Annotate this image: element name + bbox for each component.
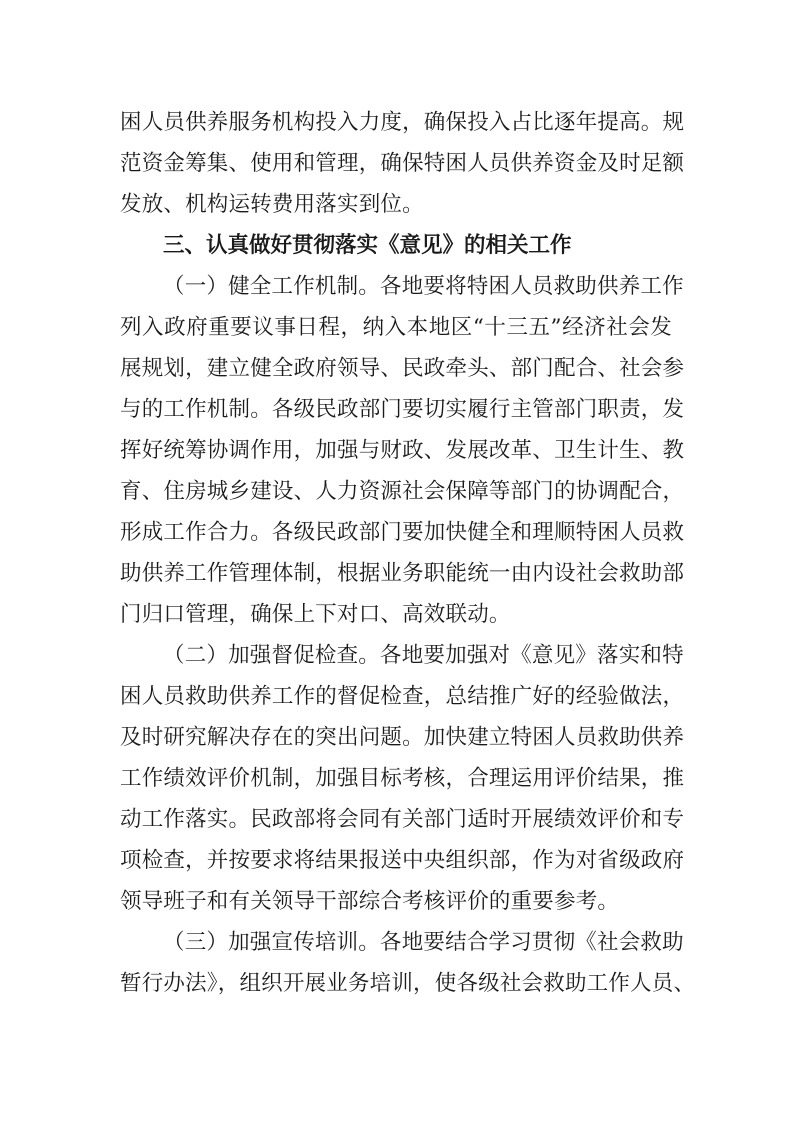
body-text-line: 助供养工作管理体制，根据业务职能统一由内设社会救助部 — [120, 561, 685, 586]
body-text-line: 及时研究解决存在的突出问题。加快建立特困人员救助供养 — [120, 725, 685, 750]
body-text-line: 困人员供养服务机构投入力度，确保投入占比逐年提高。规 — [120, 110, 685, 135]
body-text-line: 展规划，建立健全政府领导、民政牵头、部门配合、社会参 — [120, 356, 685, 381]
section-heading: 三、认真做好贯彻落实《意见》的相关工作 — [163, 233, 572, 258]
paragraph-first-line: （一）健全工作机制。各地要将特困人员救助供养工作 — [163, 274, 684, 299]
body-text-line: 形成工作合力。各级民政部门要加快健全和理顺特困人员救 — [120, 520, 685, 545]
body-text-line: 工作绩效评价机制，加强目标考核，合理运用评价结果，推 — [120, 766, 685, 791]
body-text-line: 领导班子和有关领导干部综合考核评价的重要参考。 — [120, 889, 620, 914]
body-text-line: 与的工作机制。各级民政部门要切实履行主管部门职责，发 — [120, 397, 685, 422]
body-text-line: 困人员救助供养工作的督促检查，总结推广好的经验做法， — [120, 684, 685, 709]
body-text-line: 暂行办法》，组织开展业务培训，使各级社会救助工作人员、 — [120, 971, 696, 996]
body-text-line: 发放、机构运转费用落实到位。 — [120, 192, 424, 217]
body-text-line: 范资金筹集、使用和管理，确保特困人员供养资金及时足额 — [120, 151, 685, 176]
body-text-line: 育、住房城乡建设、人力资源社会保障等部门的协调配合， — [120, 479, 685, 504]
body-text-line: 门归口管理，确保上下对口、高效联动。 — [120, 602, 511, 627]
body-text-line: 挥好统筹协调作用，加强与财政、发展改革、卫生计生、教 — [120, 438, 685, 463]
paragraph-first-line: （三）加强宣传培训。各地要结合学习贯彻《社会救助 — [163, 930, 684, 955]
paragraph-first-line: （二）加强督促检查。各地要加强对《意见》落实和特 — [163, 643, 684, 668]
body-text-line: 动工作落实。民政部将会同有关部门适时开展绩效评价和专 — [120, 807, 685, 832]
body-text-line: 列入政府重要议事日程，纳入本地区“十三五”经济社会发 — [120, 315, 672, 340]
body-text-line: 项检查，并按要求将结果报送中央组织部，作为对省级政府 — [120, 848, 685, 873]
